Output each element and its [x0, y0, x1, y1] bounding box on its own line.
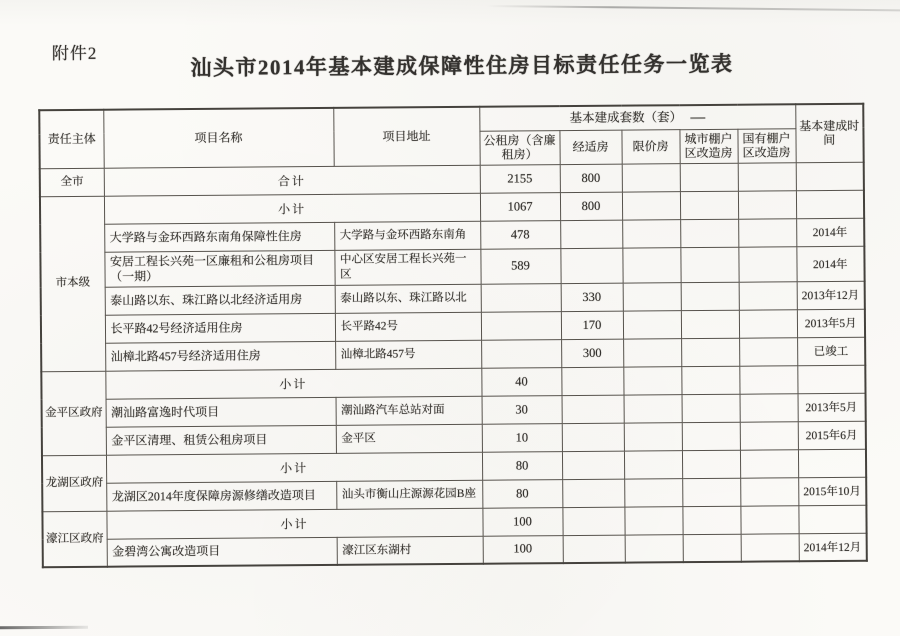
- cell-completion-time: 2015年10月: [798, 477, 866, 506]
- cell-empty: [623, 366, 681, 394]
- cell-empty: [682, 394, 740, 422]
- cell-affordable: 800: [560, 192, 622, 220]
- cell-empty: [740, 393, 798, 421]
- cell-empty: [683, 534, 741, 562]
- cell-entity: 市本级: [40, 196, 105, 371]
- cell-public-rental: 80: [482, 479, 562, 508]
- cell-public-rental: 100: [483, 535, 563, 564]
- cell-affordable: 170: [561, 311, 623, 339]
- header-units-group: [479, 104, 795, 130]
- cell-affordable: 300: [561, 339, 623, 367]
- cell-project-name: 龙湖区2014年度保障房源修缮改造项目: [106, 481, 336, 511]
- cell-completion-time: 2014年12月: [799, 533, 867, 562]
- cell-public-rental: 10: [482, 423, 562, 452]
- cell-project-name: 金碧湾公寓改造项目: [107, 537, 337, 567]
- cell-empty: [622, 247, 680, 282]
- cell-empty: [798, 449, 866, 478]
- cell-empty: [624, 478, 682, 506]
- cell-empty: [481, 311, 561, 340]
- cell-empty: [739, 337, 797, 365]
- cell-subtotal-label: 小计: [106, 452, 482, 483]
- cell-empty: [739, 365, 797, 393]
- cell-project-name: 长平路42号经济适用住房: [105, 313, 335, 343]
- cell-project-name: 潮汕路富逸时代项目: [106, 397, 336, 427]
- cell-project-address: 汕樟北路457号: [335, 340, 481, 369]
- header-responsible: 责任主体: [39, 110, 103, 169]
- header-public-rental: 公租房（含廉租房）: [479, 130, 559, 165]
- cell-project-address: 泰山路以东、珠江路以北: [335, 284, 481, 313]
- cell-project-address: 濠江区东湖村: [337, 536, 483, 565]
- cell-empty: [682, 506, 740, 534]
- cell-empty: [741, 533, 799, 561]
- cell-empty: [624, 450, 682, 478]
- cell-public-rental: 1067: [480, 192, 560, 221]
- cell-project-name: 安居工程长兴苑一区廉租和公租房项目（一期）: [104, 250, 334, 287]
- cell-project-address: 潮汕路汽车总站对面: [336, 396, 482, 425]
- cell-empty: [796, 162, 864, 191]
- cell-empty: [562, 507, 624, 535]
- cell-entity: 龙湖区政府: [42, 455, 106, 512]
- cell-empty: [680, 163, 738, 191]
- cell-empty: [562, 423, 624, 451]
- header-affordable: 经适房: [559, 130, 621, 164]
- cell-completion-time: 2015年6月: [798, 421, 866, 450]
- cell-project-address: 中心区安居工程长兴苑一区: [334, 249, 480, 285]
- scan-artifact-dash: [690, 117, 705, 119]
- cell-project-name: 大学路与金环西路东南角保障性住房: [104, 222, 334, 252]
- cell-empty: [738, 190, 796, 218]
- cell-empty: [738, 246, 796, 281]
- cell-empty: [624, 394, 682, 422]
- cell-empty: [623, 338, 681, 366]
- cell-completion-time: 2013年12月: [797, 281, 865, 310]
- cell-empty: [481, 283, 561, 312]
- header-price-capped: 限价房: [621, 129, 679, 163]
- cell-project-name: 泰山路以东、珠江路以北经济适用房: [105, 285, 335, 315]
- cell-empty: [622, 219, 680, 247]
- cell-empty: [563, 535, 625, 563]
- cell-completion-time: 2014年: [796, 246, 864, 282]
- cell-public-rental: 30: [482, 395, 562, 424]
- cell-empty: [740, 477, 798, 505]
- cell-project-name: 汕樟北路457号经济适用住房: [105, 341, 335, 371]
- cell-empty: [623, 282, 681, 310]
- header-urban-shanty: 城市棚户区改造房: [679, 129, 737, 163]
- cell-empty: [562, 451, 624, 479]
- cell-empty: [625, 534, 683, 562]
- cell-completion-time: 已竣工: [797, 337, 865, 366]
- cell-empty: [740, 421, 798, 449]
- cell-project-address: 长平路42号: [335, 312, 481, 341]
- page-title: 汕头市2014年基本建成保障性住房目标责任任务一览表: [190, 51, 734, 81]
- cell-empty: [562, 395, 624, 423]
- cell-empty: [740, 505, 798, 533]
- cell-total-label: 合计: [104, 165, 480, 196]
- cell-public-rental: 100: [482, 507, 562, 536]
- cell-empty: [797, 365, 865, 394]
- housing-target-table: [38, 103, 868, 568]
- cell-project-address: 汕头市衡山庄源源花园B座: [336, 480, 482, 509]
- header-project-name: 项目名称: [103, 108, 333, 168]
- cell-empty: [562, 479, 624, 507]
- cell-affordable: 800: [560, 164, 622, 192]
- cell-empty: [681, 282, 739, 310]
- cell-empty: [622, 163, 680, 191]
- cell-empty: [796, 190, 864, 219]
- scan-artifact-bottom-mark: [0, 626, 88, 630]
- cell-empty: [680, 247, 738, 282]
- cell-empty: [560, 248, 622, 283]
- cell-project-name: 金平区清理、租赁公租房项目: [106, 425, 336, 455]
- cell-empty: [798, 505, 866, 534]
- cell-empty: [681, 338, 739, 366]
- cell-empty: [682, 478, 740, 506]
- cell-entity: 全市: [40, 168, 104, 197]
- cell-empty: [738, 162, 796, 190]
- cell-empty: [624, 422, 682, 450]
- cell-subtotal-label: 小计: [105, 368, 481, 399]
- cell-empty: [624, 506, 682, 534]
- cell-completion-time: 2014年: [796, 218, 864, 247]
- cell-public-rental: 2155: [480, 164, 560, 193]
- cell-public-rental: 478: [480, 220, 560, 249]
- cell-public-rental: 80: [482, 451, 562, 480]
- cell-empty: [682, 422, 740, 450]
- cell-empty: [680, 219, 738, 247]
- cell-empty: [681, 310, 739, 338]
- cell-completion-time: 2013年5月: [798, 393, 866, 422]
- cell-empty: [680, 191, 738, 219]
- attachment-label: 附件2: [51, 43, 98, 64]
- cell-empty: [481, 339, 561, 368]
- cell-subtotal-label: 小计: [106, 508, 482, 539]
- cell-empty: [560, 220, 622, 248]
- header-units-group-label: 基本建成套数（套）: [569, 109, 683, 125]
- cell-entity: 濠江区政府: [42, 511, 106, 568]
- cell-project-address: 大学路与金环西路东南角: [334, 221, 480, 250]
- cell-empty: [739, 309, 797, 337]
- cell-public-rental: 589: [480, 248, 560, 284]
- cell-empty: [681, 366, 739, 394]
- cell-public-rental: 40: [481, 367, 561, 396]
- cell-subtotal-label: 小计: [104, 193, 480, 224]
- cell-affordable: 330: [561, 283, 623, 311]
- cell-empty: [561, 367, 623, 395]
- cell-completion-time: 2013年5月: [797, 309, 865, 338]
- cell-empty: [739, 281, 797, 309]
- header-state-shanty: 国有棚户区改造房: [737, 128, 795, 162]
- cell-project-address: 金平区: [336, 424, 482, 453]
- cell-empty: [740, 449, 798, 477]
- cell-empty: [682, 450, 740, 478]
- cell-entity: 金平区政府: [41, 371, 106, 456]
- cell-empty: [738, 218, 796, 246]
- table-row-project: [43, 533, 867, 567]
- cell-empty: [623, 310, 681, 338]
- cell-empty: [622, 191, 680, 219]
- header-project-address: 项目地址: [333, 107, 479, 166]
- header-completion-time: 基本建成时间: [795, 104, 863, 163]
